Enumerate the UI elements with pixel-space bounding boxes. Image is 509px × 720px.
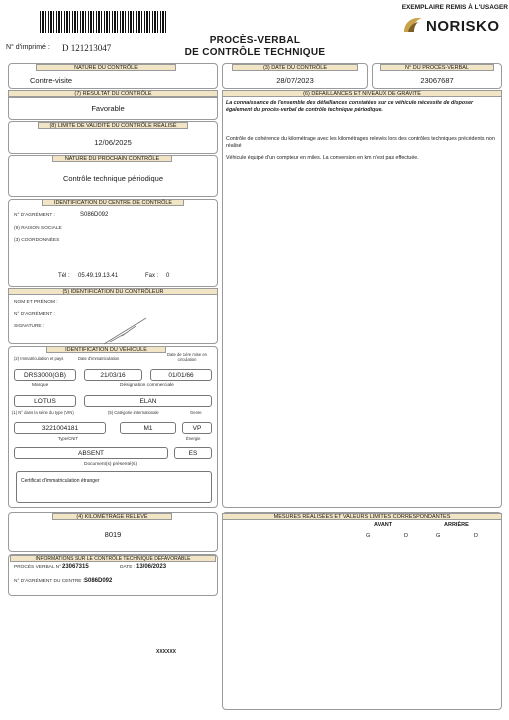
date-circ-label: Date de 1ère mise en circulation [166,352,208,362]
pv-value: 23067687 [420,76,454,85]
next-title: NATURE DU PROCHAIN CONTRÔLE [52,155,172,162]
categorie-value: M1 [120,422,176,434]
defaillances-title: (6) DÉFAILLANCES ET NIVEAUX DE GRAVITÉ [222,90,502,97]
result-value: Favorable [91,104,125,113]
mesures-g-avant: G [366,533,371,539]
print-number: D 121213047 [62,43,112,53]
genre-value: VP [182,422,212,434]
date-immat-label: Date d'immatriculation [78,356,120,361]
centre-fax-label: Fax : [145,273,159,279]
validity-value: 12/06/2025 [94,138,132,147]
controleur-agrement-label: N° D'AGRÉMENT : [14,312,55,317]
defaillances-note2: Véhicule équipé d'un compteur en miles. La conversion en km n'est pas effectuée. [226,155,419,161]
immat-label: (2) Immatriculation et pays [14,356,64,361]
mesures-d-avant: D [404,533,408,539]
documents-value: Certificat d'immatriculation étranger [21,478,100,484]
mesures-d-arriere: D [474,533,478,539]
immat-value: DRS3000(GB) [14,369,76,381]
barcode [40,11,168,33]
brand-name: NORISKO [426,18,500,35]
centre-agrement-value: S086D092 [80,212,109,218]
footer-mask: XXXXXX [156,649,177,655]
designation-value: ELAN [84,395,212,407]
signature-stroke [100,312,160,346]
next-value: Contrôle technique périodique [62,174,164,183]
defaillances-intro: La connaissance de l'ensemble des défaillances constatées sur ce véhicule nécessite de disposer également du procès-verbal de contrôle technique périodique. [226,100,474,113]
defavorable-date-label: DATE : [120,565,136,570]
defavorable-agrement-value: S086D092 [84,578,113,584]
nature-title: NATURE DU CONTRÔLE [36,64,176,71]
defavorable-pv-label: PROCÈS VERBAL N° : [14,565,64,570]
date-immat-value: 21/03/16 [84,369,142,381]
vehicule-title: IDENTIFICATION DU VÉHICULE [46,346,166,353]
defaillances-note1: Contrôle de cohérence du kilométrage avec les kilométrages relevés lors des contrôles techniques précédents non réalisé [226,136,495,149]
documents-box [16,471,212,503]
type-label: Type/CNIT [58,436,79,441]
norisko-logo-icon [402,16,424,34]
energie-value: ES [174,447,212,459]
mesures-g-arriere: G [436,533,441,539]
mesures-arriere: ARRIÈRE [444,522,469,528]
centre-tel-value: 05.49.19.13.41 [78,273,119,279]
print-number-label: N° d'imprimé : [6,44,50,51]
title-line1: PROCÈS-VERBAL [209,35,301,46]
centre-agrement-label: N° D'AGRÉMENT : [14,213,55,218]
genre-label: Genre [190,410,202,415]
mesures-box [222,512,502,710]
controleur-title: (5) IDENTIFICATION DU CONTRÔLEUR [8,288,218,295]
km-value: 8019 [104,530,122,539]
date-title: (3) DATE DU CONTRÔLE [232,64,358,71]
defavorable-agrement-label: N° D'AGRÉMENT DU CENTRE : [14,579,85,584]
pv-title: N° DU PROCÈS-VERBAL [380,64,494,71]
result-title: (7) RÉSULTAT DU CONTRÔLE [8,90,218,97]
controleur-nom-label: NOM ET PRÉNOM : [14,300,58,305]
mesures-title: MESURES RÉALISÉES ET VALEURS LIMITES CORRESPONDANTES [222,513,502,520]
vin-label: (1) N° dans la série du type (VIN) [12,410,74,415]
validity-title: (8) LIMITE DE VALIDITÉ DU CONTRÔLE RÉALISÉ [38,122,188,129]
centre-coord-label: (3) COORDONNÉES [14,238,60,243]
km-title: (4) KILOMÉTRAGE RELEVÉ [52,513,172,520]
defavorable-pv-value: 23067315 [62,564,89,570]
type-value: ABSENT [14,447,168,459]
defavorable-title: INFORMATIONS SUR LE CONTRÔLE TECHNIQUE DÉFAVORABLE [10,555,216,562]
centre-raison-label: (9) RAISON SOCIALE [14,226,62,231]
controleur-signature-label: SIGNATURE : [14,324,45,329]
marque-label: Marque [32,383,49,388]
marque-value: LOTUS [14,395,76,407]
centre-tel-label: Tél : [58,273,70,279]
mesures-avant: AVANT [374,522,393,528]
centre-fax-value: 0 [166,273,170,279]
documents-label: Document(s) présenté(s) [84,462,138,467]
copy-label: EXEMPLAIRE REMIS À L'USAGER [401,4,508,11]
date-value: 28/07/2023 [276,76,314,85]
nature-value: Contre-visite [30,76,73,85]
designation-label: Désignation commerciale [120,383,174,388]
defavorable-date-value: 13/06/2023 [136,564,167,570]
categorie-label: (5) Catégorie internationale [108,410,159,415]
energie-label: Énergie [186,436,201,441]
date-circ-value: 01/01/66 [150,369,212,381]
vin-value: 3221004181 [14,422,106,434]
defaillances-box [222,90,502,508]
title-line2: DE CONTRÔLE TECHNIQUE [184,47,326,58]
centre-title: IDENTIFICATION DU CENTRE DE CONTRÔLE [42,199,184,206]
